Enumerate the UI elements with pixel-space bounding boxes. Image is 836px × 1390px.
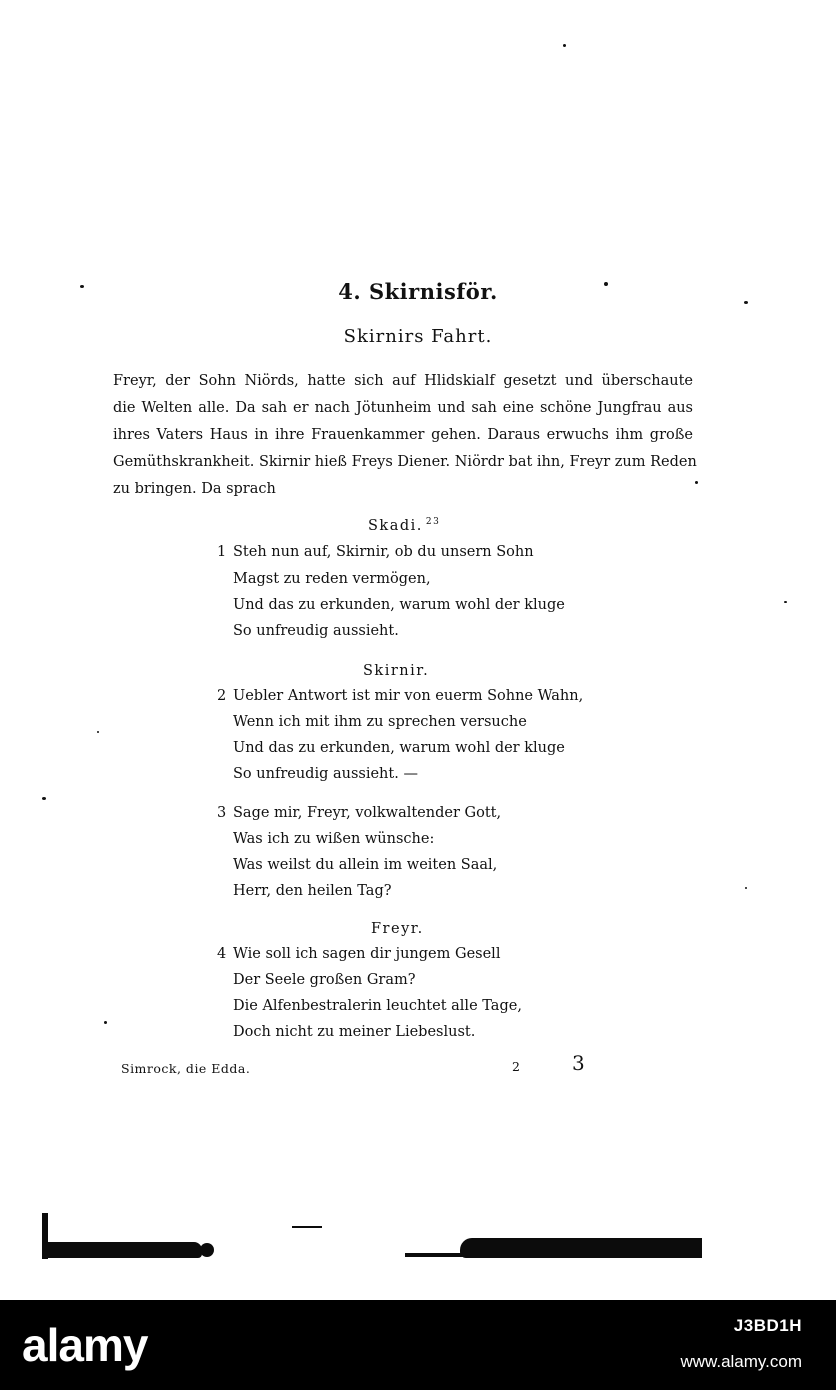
stanza-line: Was weilst du allein im weiten Saal,	[233, 857, 498, 873]
stanza-line: Die Alfenbestralerin leuchtet alle Tage,	[233, 998, 522, 1014]
ink-speck	[104, 1021, 107, 1024]
ink-speck	[695, 481, 698, 484]
stanza-line: Was ich zu wißen wünsche:	[233, 831, 435, 847]
stanza-line	[217, 688, 583, 704]
intro-line: zu bringen. Da sprach	[113, 481, 276, 497]
page-number: 3	[572, 1051, 585, 1075]
image-id: J3BD1H	[733, 1316, 802, 1335]
footnote-ref: 23	[425, 517, 441, 527]
ink-speck	[784, 601, 787, 603]
ink-speck	[604, 282, 608, 286]
speaker-label	[368, 517, 440, 534]
ink-speck	[97, 731, 99, 733]
verse-text: Sage mir, Freyr, volkwaltender Gott,	[233, 805, 502, 821]
speaker-label: Freyr.	[371, 921, 424, 937]
stanza-line: So unfreudig aussieht. —	[233, 766, 418, 782]
intro-line: Gemüthskrankheit. Skirnir hieß Freys Diener. Niördr bat ihn, Freyr zum Reden	[113, 454, 697, 470]
stanza-line: Magst zu reden vermögen,	[233, 571, 431, 587]
stanza-number: 1	[217, 544, 227, 560]
stanza-line: Und das zu erkunden, warum wohl der kluge	[233, 597, 565, 613]
scan-edge-shadow	[42, 1242, 202, 1258]
stanza-line: Herr, den heilen Tag?	[233, 883, 392, 899]
ink-speck	[744, 301, 748, 304]
intro-line: Freyr, der Sohn Niörds, hatte sich auf Hlidskialf gesetzt und überschaute	[113, 373, 693, 389]
scan-edge-shadow	[292, 1226, 322, 1228]
verse-text: Wie soll ich sagen dir jungem Gesell	[233, 946, 501, 962]
stanza-line: Der Seele großen Gram?	[233, 972, 416, 988]
ink-speck	[42, 797, 46, 800]
stanza-number: 3	[217, 805, 227, 821]
speaker-label: Skirnir.	[363, 663, 430, 679]
sheet-number: 2	[512, 1059, 521, 1074]
verse-text: Steh nun auf, Skirnir, ob du unsern Sohn	[233, 544, 534, 560]
chapter-title: 4. Skirnisför.	[338, 279, 498, 304]
stock-url: www.alamy.com	[680, 1352, 802, 1371]
scan-edge-shadow	[405, 1253, 465, 1257]
stanza-line: Doch nicht zu meiner Liebeslust.	[233, 1024, 476, 1040]
stanza-line	[217, 805, 501, 821]
ink-speck	[80, 285, 84, 288]
stanza-line	[217, 946, 500, 962]
stanza-line: Und das zu erkunden, warum wohl der kluge	[233, 740, 565, 756]
intro-line: ihres Vaters Haus in ihre Frauenkammer gehen. Daraus erwuchs ihm große	[113, 427, 693, 443]
speaker-name: Skadi.	[368, 517, 423, 534]
stock-watermark-bar	[0, 1300, 836, 1390]
ink-speck	[563, 44, 566, 47]
stanza-number: 4	[217, 946, 227, 962]
scan-edge-shadow	[460, 1238, 702, 1258]
stanza-line	[217, 544, 534, 560]
scan-edge-shadow	[200, 1243, 214, 1257]
intro-line: die Welten alle. Da sah er nach Jötunheim und sah eine schöne Jungfrau aus	[113, 400, 693, 416]
stock-logo: alamy	[22, 1319, 148, 1371]
stanza-line: Wenn ich mit ihm zu sprechen versuche	[233, 714, 527, 730]
stanza-number: 2	[217, 688, 227, 704]
chapter-subtitle: Skirnirs Fahrt.	[343, 326, 493, 347]
stanza-line: So unfreudig aussieht.	[233, 623, 399, 639]
ink-speck	[745, 887, 747, 889]
printer-signature: Simrock, die Edda.	[121, 1061, 251, 1076]
verse-text: Uebler Antwort ist mir von euerm Sohne Wahn,	[233, 688, 584, 704]
